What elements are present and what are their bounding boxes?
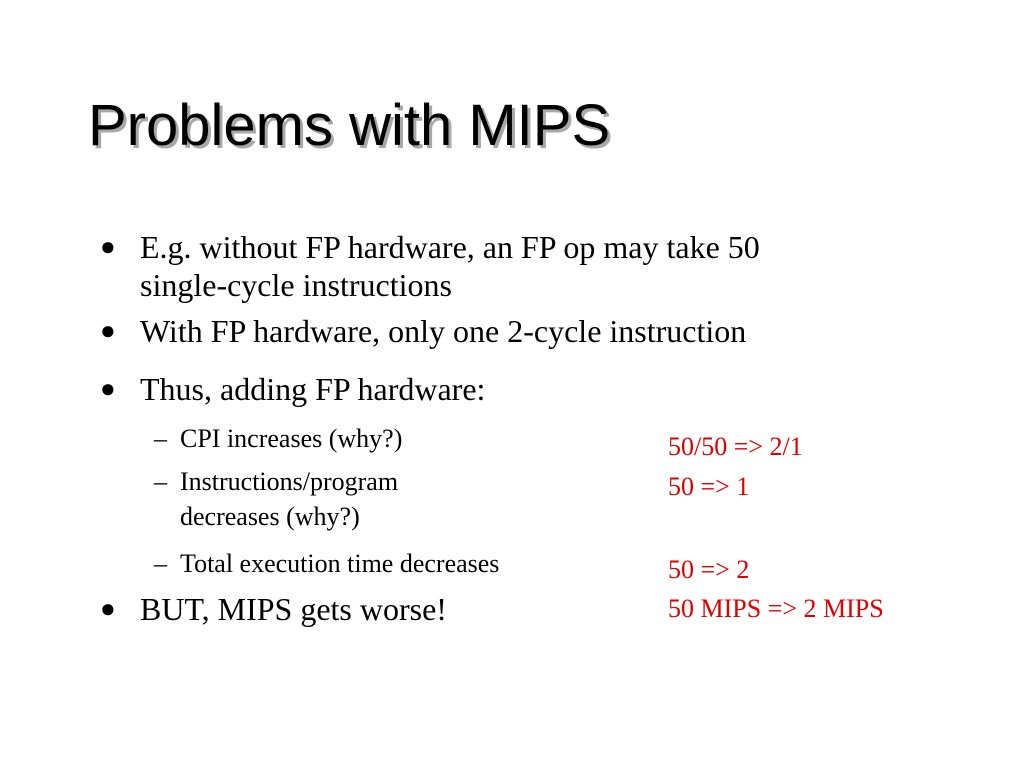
bullet-dot-icon: ● [100,316,116,345]
bullet-dot-icon: ● [100,232,116,261]
annotation-instructions: 50 => 1 [668,472,750,501]
dash-icon: – [154,424,167,453]
annotation-cpi: 50/50 => 2/1 [668,432,803,461]
annotation-mips: 50 MIPS => 2 MIPS [668,594,884,623]
bullet-text: With FP hardware, only one 2-cycle instruction [140,313,747,349]
bullet-dot-icon: ● [100,594,116,623]
sub-bullet-text-continued: decreases (why?) [180,502,360,531]
dash-icon: – [154,467,167,496]
sub-bullet-text: Instructions/program [180,467,399,496]
bullet-text-continued: single-cycle instructions [140,267,452,303]
slide-title: Problems with MIPS [88,93,611,158]
sub-bullet-text: Total execution time decreases [180,549,500,578]
bullet-text: E.g. without FP hardware, an FP op may take 50 [140,229,760,265]
bullet-text: BUT, MIPS gets worse! [140,591,447,627]
sub-bullet-text: CPI increases (why?) [180,424,403,453]
bullet-text: Thus, adding FP hardware: [140,371,486,407]
annotation-execution-time: 50 => 2 [668,555,750,584]
bullet-dot-icon: ● [100,374,116,403]
dash-icon: – [154,549,167,578]
